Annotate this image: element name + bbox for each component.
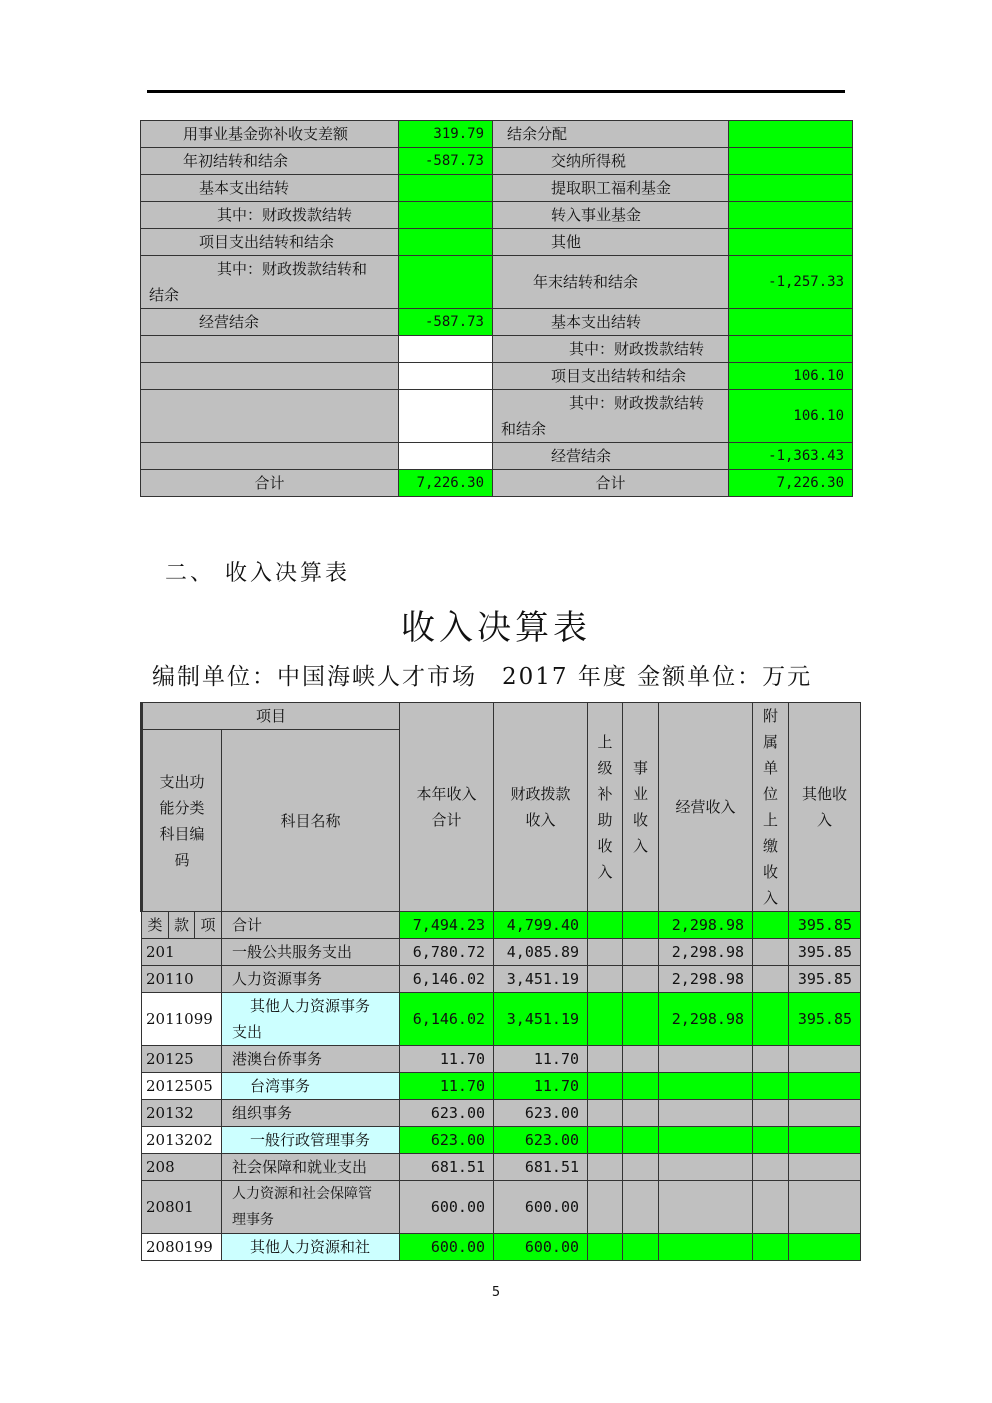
cell-fiscal: 4,799.40 (494, 912, 588, 939)
header-fiscal-line2: 收入 (525, 811, 556, 829)
header-char: 事 (633, 759, 649, 777)
cell-superior (588, 966, 623, 993)
header-code (142, 730, 222, 912)
cell-name-line2: 支出 (232, 1023, 263, 1041)
item-label-line1: 其中：财政拨款结转 (569, 394, 705, 412)
header-business (623, 703, 659, 912)
table-row (142, 1073, 861, 1100)
cell-code: 20125 (142, 1046, 222, 1073)
header-project: 项目 (142, 703, 400, 730)
item-value (729, 121, 853, 148)
header-char: 入 (633, 837, 649, 855)
cell-operating: 2,298.98 (659, 966, 753, 993)
header-name: 科目名称 (222, 730, 400, 912)
header-char: 业 (633, 785, 649, 803)
cell-affiliated (753, 1073, 789, 1100)
cell-fiscal: 11.70 (494, 1046, 588, 1073)
table-row (141, 121, 853, 148)
cell-affiliated (753, 1127, 789, 1154)
unit-line: 编制单位：中国海峡人才市场 2017 年度 金额单位：万元 (152, 664, 813, 690)
cell-name: 港澳台侨事务 (222, 1046, 400, 1073)
cell-other (789, 1181, 861, 1234)
cell-name (222, 993, 400, 1046)
header-code-line: 科目编 (159, 824, 205, 843)
table-row (141, 390, 853, 443)
cell-operating (659, 1073, 753, 1100)
cell-code: 2012505 (142, 1073, 222, 1100)
item-value (729, 202, 853, 229)
table-row (141, 443, 853, 470)
header-char: 单 (763, 759, 779, 777)
cell-superior (588, 1100, 623, 1127)
cell-operating: 2,298.98 (659, 912, 753, 939)
cell-business (623, 939, 659, 966)
cell-fiscal: 4,085.89 (494, 939, 588, 966)
cell-code: 208 (142, 1154, 222, 1181)
cell-other (789, 1154, 861, 1181)
item-value (399, 202, 493, 229)
table-row (142, 1100, 861, 1127)
header-total-line1: 本年收入 (416, 785, 477, 803)
item-label (141, 363, 399, 390)
cell-other (789, 1234, 861, 1261)
cell-total: 623.00 (400, 1100, 494, 1127)
cell-business (623, 993, 659, 1046)
cell-fiscal: 3,451.19 (494, 993, 588, 1046)
item-value (729, 175, 853, 202)
item-label (493, 390, 729, 443)
item-value (399, 175, 493, 202)
cell-total: 11.70 (400, 1073, 494, 1100)
cell-superior (588, 912, 623, 939)
cell-fiscal: 600.00 (494, 1181, 588, 1234)
cell-superior (588, 1127, 623, 1154)
cell-operating (659, 1046, 753, 1073)
header-char: 补 (597, 785, 613, 803)
total-value: 7,226.30 (399, 470, 493, 497)
item-value (399, 256, 493, 309)
table-row (142, 966, 861, 993)
item-label (141, 390, 399, 443)
table-row (141, 470, 853, 497)
header-char: 入 (597, 863, 613, 881)
table-row (142, 1154, 861, 1181)
cell-other (789, 1100, 861, 1127)
item-value: -1,363.43 (729, 443, 853, 470)
cell-affiliated (753, 939, 789, 966)
section-title: 二、 收入决算表 (165, 561, 350, 586)
cell-code: 20110 (142, 966, 222, 993)
cell-total: 6,146.02 (400, 993, 494, 1046)
item-label: 项目支出结转和结余 (141, 229, 399, 256)
item-value (399, 390, 493, 443)
header-char: 附 (763, 707, 779, 725)
table-row (141, 363, 853, 390)
cell-total: 7,494.23 (400, 912, 494, 939)
header-char: 收 (763, 863, 779, 881)
cell-name: 一般行政管理事务 (222, 1127, 400, 1154)
cell-operating: 2,298.98 (659, 939, 753, 966)
header-lei: 类 (142, 912, 169, 939)
cell-superior (588, 1181, 623, 1234)
cell-business (623, 1181, 659, 1234)
table-row (142, 1046, 861, 1073)
cell-fiscal: 600.00 (494, 1234, 588, 1261)
header-other-line1: 其他收 (802, 785, 848, 803)
header-char: 缴 (763, 837, 779, 855)
header-char: 入 (763, 889, 779, 907)
header-total-line2: 合计 (431, 811, 462, 829)
table-row (141, 256, 853, 309)
item-label: 交纳所得税 (493, 148, 729, 175)
cell-other: 395.85 (789, 966, 861, 993)
item-value: -587.73 (399, 148, 493, 175)
table-row (141, 336, 853, 363)
item-label: 项目支出结转和结余 (493, 363, 729, 390)
cell-name (222, 1181, 400, 1234)
cell-operating (659, 1234, 753, 1261)
cell-name: 一般公共服务支出 (222, 939, 400, 966)
cell-code: 2011099 (142, 993, 222, 1046)
item-value: 106.10 (729, 390, 853, 443)
cell-business (623, 1127, 659, 1154)
cell-code: 201 (142, 939, 222, 966)
table-row (141, 229, 853, 256)
item-label: 用事业基金弥补收支差额 (141, 121, 399, 148)
cell-other: 395.85 (789, 939, 861, 966)
cell-total: 681.51 (400, 1154, 494, 1181)
cell-operating (659, 1127, 753, 1154)
cell-business (623, 1046, 659, 1073)
table-title: 收入决算表 (401, 608, 591, 648)
item-label: 其中：财政拨款结转 (493, 336, 729, 363)
cell-total: 11.70 (400, 1046, 494, 1073)
cell-affiliated (753, 1100, 789, 1127)
header-char: 位 (763, 785, 779, 803)
cell-business (623, 1073, 659, 1100)
cell-operating: 2,298.98 (659, 993, 753, 1046)
header-other-line2: 入 (817, 811, 833, 829)
header-char: 收 (633, 811, 649, 829)
income-table (140, 702, 861, 1261)
cell-affiliated (753, 912, 789, 939)
cell-code: 20801 (142, 1181, 222, 1234)
item-value (729, 229, 853, 256)
header-other (789, 703, 861, 912)
cell-superior (588, 993, 623, 1046)
cell-total: 623.00 (400, 1127, 494, 1154)
item-value: -1,257.33 (729, 256, 853, 309)
cell-superior (588, 1234, 623, 1261)
cell-other (789, 1073, 861, 1100)
header-char: 上 (597, 733, 613, 751)
item-label: 转入事业基金 (493, 202, 729, 229)
item-label-line1: 其中：财政拨款结转和 (217, 260, 368, 278)
cell-name: 社会保障和就业支出 (222, 1154, 400, 1181)
item-value (729, 148, 853, 175)
cell-name: 人力资源事务 (222, 966, 400, 993)
item-label (141, 443, 399, 470)
table-row (142, 993, 861, 1046)
cell-operating (659, 1181, 753, 1234)
cell-total: 6,780.72 (400, 939, 494, 966)
header-total (400, 703, 494, 912)
item-label: 经营结余 (493, 443, 729, 470)
cell-code: 2080199 (142, 1234, 222, 1261)
item-value (399, 363, 493, 390)
cell-name-line2: 理事务 (232, 1212, 274, 1228)
header-row (142, 703, 861, 730)
table-row (141, 309, 853, 336)
header-code-line: 码 (174, 850, 190, 869)
header-char: 收 (597, 837, 613, 855)
cell-affiliated (753, 1181, 789, 1234)
cell-operating (659, 1154, 753, 1181)
table-row-total (142, 912, 861, 939)
header-char: 级 (597, 759, 613, 777)
cell-affiliated (753, 1046, 789, 1073)
item-label: 经营结余 (141, 309, 399, 336)
table-row (142, 1234, 861, 1261)
item-value (399, 443, 493, 470)
cell-name: 台湾事务 (222, 1073, 400, 1100)
cell-name: 其他人力资源和社 (222, 1234, 400, 1261)
item-value (399, 229, 493, 256)
cell-fiscal: 623.00 (494, 1127, 588, 1154)
cell-other (789, 1046, 861, 1073)
item-label: 结余分配 (493, 121, 729, 148)
header-rule (147, 90, 845, 93)
header-affiliated (753, 703, 789, 912)
cell-other: 395.85 (789, 993, 861, 1046)
cell-fiscal: 681.51 (494, 1154, 588, 1181)
table-row (141, 202, 853, 229)
cell-business (623, 1234, 659, 1261)
cell-other (789, 1127, 861, 1154)
cell-name-line1: 其他人力资源事务 (250, 997, 371, 1015)
cell-business (623, 912, 659, 939)
header-char: 上 (763, 811, 779, 829)
total-label: 合计 (493, 470, 729, 497)
item-label-line2: 和结余 (501, 420, 547, 438)
cell-affiliated (753, 1154, 789, 1181)
item-label: 其他 (493, 229, 729, 256)
item-value: 106.10 (729, 363, 853, 390)
cell-superior (588, 939, 623, 966)
header-superior (588, 703, 623, 912)
cell-affiliated (753, 993, 789, 1046)
header-fiscal-line1: 财政拨款 (510, 785, 571, 803)
cell-superior (588, 1046, 623, 1073)
cell-total: 600.00 (400, 1181, 494, 1234)
item-label: 基本支出结转 (141, 175, 399, 202)
header-kuan: 款 (169, 912, 195, 939)
cell-affiliated (753, 1234, 789, 1261)
header-fiscal (494, 703, 588, 912)
item-label (141, 256, 399, 309)
header-char: 属 (763, 733, 779, 751)
item-label: 基本支出结转 (493, 309, 729, 336)
item-label: 年初结转和结余 (141, 148, 399, 175)
cell-code: 20132 (142, 1100, 222, 1127)
cell-operating (659, 1100, 753, 1127)
cell-name: 组织事务 (222, 1100, 400, 1127)
cell-affiliated (753, 966, 789, 993)
cell-superior (588, 1154, 623, 1181)
cell-total: 600.00 (400, 1234, 494, 1261)
cell-other: 395.85 (789, 912, 861, 939)
cell-total: 6,146.02 (400, 966, 494, 993)
cell-business (623, 1100, 659, 1127)
item-label: 其中：财政拨款结转 (141, 202, 399, 229)
header-operating: 经营收入 (659, 703, 753, 912)
table-row (142, 1127, 861, 1154)
item-value (399, 336, 493, 363)
item-value: -587.73 (399, 309, 493, 336)
item-value (729, 309, 853, 336)
total-label: 合计 (141, 470, 399, 497)
cell-fiscal: 623.00 (494, 1100, 588, 1127)
cell-business (623, 1154, 659, 1181)
table-row (142, 1181, 861, 1234)
table-row (141, 148, 853, 175)
header-char: 助 (597, 811, 613, 829)
table-row (142, 939, 861, 966)
cell-fiscal: 3,451.19 (494, 966, 588, 993)
cell-fiscal: 11.70 (494, 1073, 588, 1100)
cell-business (623, 966, 659, 993)
balance-table (140, 120, 853, 497)
header-code-line: 能分类 (159, 798, 205, 817)
cell-name-line1: 人力资源和社会保障管 (232, 1186, 372, 1202)
header-code-line: 支出功 (159, 772, 205, 791)
cell-code: 2013202 (142, 1127, 222, 1154)
item-label (141, 336, 399, 363)
total-label: 合计 (222, 912, 400, 939)
item-label-line2: 结余 (149, 286, 180, 304)
page-number: 5 (491, 1285, 501, 1300)
item-value: 319.79 (399, 121, 493, 148)
total-value: 7,226.30 (729, 470, 853, 497)
table-row (141, 175, 853, 202)
header-xiang: 项 (195, 912, 222, 939)
item-label: 提取职工福利基金 (493, 175, 729, 202)
item-value (729, 336, 853, 363)
item-label: 年末结转和结余 (493, 256, 729, 309)
cell-superior (588, 1073, 623, 1100)
